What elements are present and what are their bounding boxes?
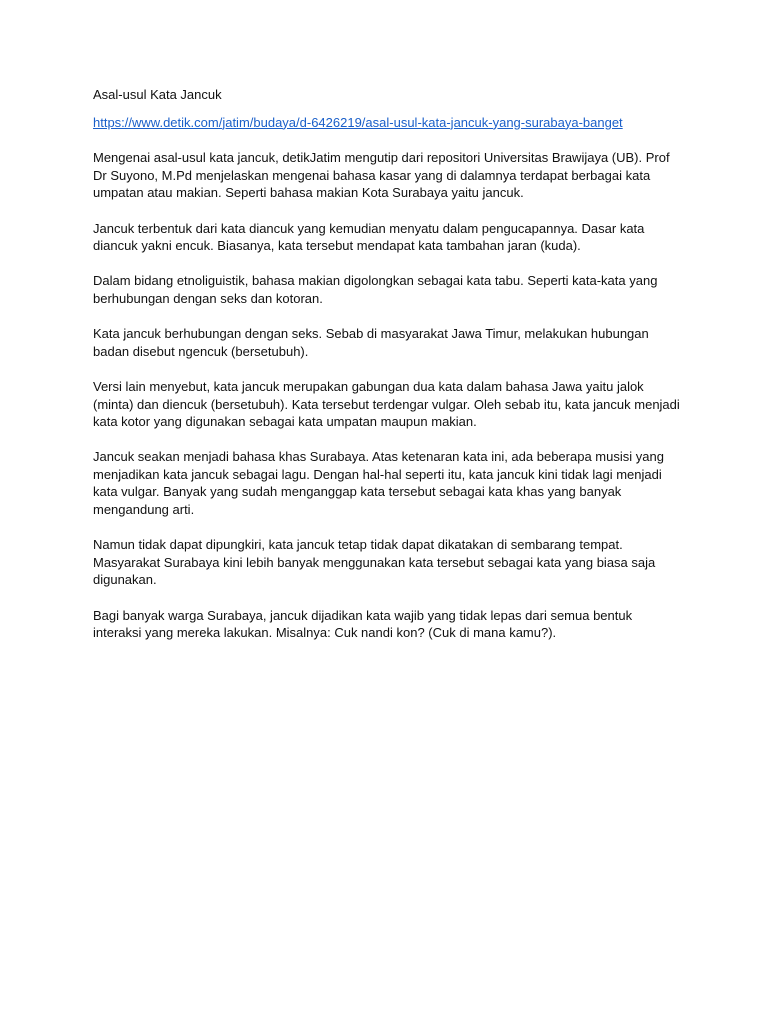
document-title: Asal-usul Kata Jancuk bbox=[93, 87, 222, 102]
paragraph: Kata jancuk berhubungan dengan seks. Sebab di masyarakat Jawa Timur, melakukan hubungan badan disebut ngencuk (bersetubuh). bbox=[93, 326, 649, 359]
document-page bbox=[93, 86, 683, 659]
paragraph: Jancuk seakan menjadi bahasa khas Surabaya. Atas ketenaran kata ini, ada beberapa musisi yang menjadikan kata jancuk sebagai lagu. Dengan hal-hal seperti itu, kata jancuk kini tidak lagi menjadi kata vulgar. Banyak yang sudah menganggap kata tersebut sebagai kata khas yang banyak mengandung arti. bbox=[93, 449, 664, 518]
source-link[interactable]: https://www.detik.com/jatim/budaya/d-6426219/asal-usul-kata-jancuk-yang-surabaya-banget bbox=[93, 114, 623, 130]
paragraph: Jancuk terbentuk dari kata diancuk yang kemudian menyatu dalam pengucapannya. Dasar kata diancuk yakni encuk. Biasanya, kata tersebut mendapat kata tambahan jaran (kuda). bbox=[93, 220, 645, 254]
paragraph: Namun tidak dapat dipungkiri, kata jancuk tetap tidak dapat dikatakan di sembarang tempat. Masyarakat Surabaya kini lebih banyak menggunakan kata tersebut sebagai kata yang biasa saja digunakan. bbox=[93, 537, 656, 588]
paragraph: Versi lain menyebut, kata jancuk merupakan gabungan dua kata dalam bahasa Jawa yaitu jalok (minta) dan diencuk (bersetubuh). Kata tersebut terdengar vulgar. Oleh sebab itu, kata jancuk menjadi kata kotor yang digunakan sebagai kata umpatan maupun makian. bbox=[93, 378, 680, 430]
paragraph: Bagi banyak warga Surabaya, jancuk dijadikan kata wajib yang tidak lepas dari semua bentuk interaksi yang mereka lakukan. Misalnya: Cuk nandi kon? (Cuk di mana kamu?). bbox=[93, 607, 633, 641]
paragraph: Dalam bidang etnoliguistik, bahasa makian digolongkan sebagai kata tabu. Seperti kata-kata yang berhubungan dengan seks dan kotoran. bbox=[93, 273, 658, 306]
paragraph: Mengenai asal-usul kata jancuk, detikJatim mengutip dari repositori Universitas Brawijaya (UB). Prof Dr Suyono, M.Pd menjelaskan mengenai bahasa kasar yang di dalamnya terdapat berbagai kata umpatan atau makian. Seperti bahasa makian Kota Surabaya yaitu jancuk. bbox=[93, 150, 670, 201]
